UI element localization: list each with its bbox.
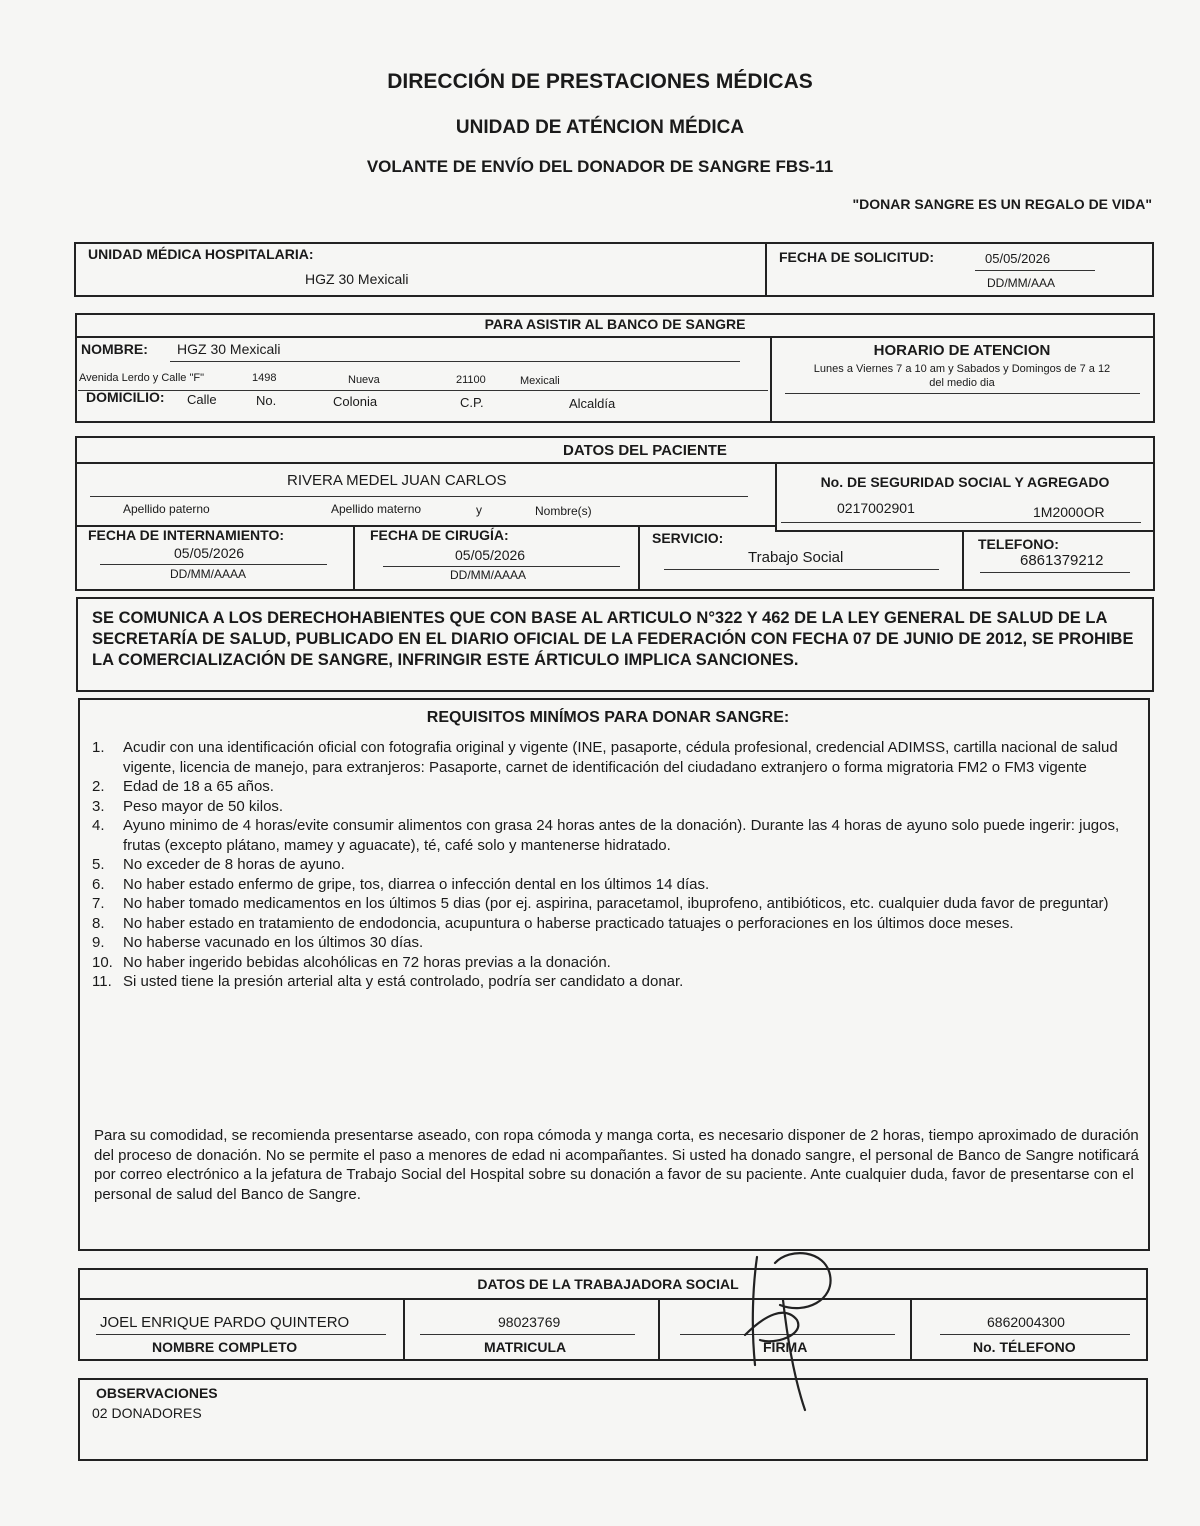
- list-item: [92, 894, 1142, 914]
- phone-value: 6861379212: [1020, 552, 1104, 569]
- service-label: SERVICIO:: [652, 530, 724, 546]
- number-value: 1498: [252, 372, 277, 384]
- page-title: DIRECCIÓN DE PRESTACIONES MÉDICAS: [387, 70, 813, 93]
- item-text: No exceder de 8 horas de ayuno.: [123, 856, 345, 873]
- patient-name-value: RIVERA MEDEL JUAN CARLOS: [287, 472, 507, 489]
- street-caption: Calle: [187, 392, 217, 407]
- page-subtitle: UNIDAD DE ATÉNCION MÉDICA: [455, 117, 745, 138]
- observations-section: [78, 1378, 1148, 1461]
- item-text: No haber estado enfermo de gripe, tos, diarrea o infección dental en los últimos 14 días.: [123, 875, 710, 893]
- street-value: Avenida Lerdo y Calle "F": [79, 372, 205, 384]
- colonia-caption: Colonia: [333, 394, 378, 409]
- agregado-value: 1M2000OR: [1033, 504, 1105, 520]
- recommendation-paragraph: Para su comodidad, se recomienda presentarse aseado, con ropa cómoda y manga corta, es necesario disponer de 2 horas, tiempo aproximado de duración del proceso de donación. No se permite el paso a menores de edad ni acompañantes. Si usted ha donado sangre, el personal de Banco de Sangre notificará por correo electrónico a la jefatura de Trabajo Social del Hospital sobre su donación a favor de su paciente. Ante cualquier duda, favor de presentarse con el personal de salud del Banco de Sangre.: [94, 1127, 1139, 1203]
- bank-name-value: HGZ 30 Mexicali: [177, 341, 281, 357]
- address-label: DOMICILIO:: [86, 389, 165, 405]
- item-number: 7.: [92, 895, 105, 912]
- request-date-value: 05/05/2026: [985, 251, 1051, 266]
- item-text: Peso mayor de 50 kilos.: [123, 797, 284, 815]
- list-item: [92, 816, 1142, 855]
- item-text: Edad de 18 a 65 años.: [123, 778, 274, 795]
- sw-firma-caption: FIRMA: [763, 1339, 808, 1355]
- alcaldia-caption: Alcaldía: [569, 396, 616, 411]
- caption-paterno: Apellido paterno: [123, 502, 210, 516]
- list-item: [92, 855, 1142, 875]
- bank-name-label: NOMBRE:: [81, 341, 148, 357]
- patient-title: DATOS DEL PACIENTE: [563, 442, 727, 459]
- surgery-date-label: FECHA DE CIRUGÍA:: [370, 527, 509, 543]
- social-worker-title: DATOS DE LA TRABAJADORA SOCIAL: [477, 1276, 739, 1292]
- hours-line2: del medio dia: [929, 377, 995, 389]
- item-text: Si usted tiene la presión arterial alta y está controlado, podría ser candidato a donar.: [123, 973, 684, 990]
- list-item: [92, 914, 1142, 934]
- intern-date-label: FECHA DE INTERNAMIENTO:: [88, 527, 284, 543]
- item-text: No haber estado en tratamiento de endodoncia, acupuntura o haberse practicado tatuajes o perforaciones en los últimos doce meses.: [123, 914, 1014, 932]
- observations-value: 02 DONADORES: [92, 1405, 202, 1421]
- caption-nombre: Nombre(s): [535, 504, 592, 518]
- service-value: Trabajo Social: [748, 549, 844, 566]
- hours-line1: Lunes a Viernes 7 a 10 am y Sabados y Domingos de 7 a 12: [813, 363, 1111, 375]
- phone-label: TELEFONO:: [978, 536, 1059, 552]
- list-item: [92, 933, 1142, 953]
- requirements-list: [92, 738, 1142, 992]
- nss-value: 0217002901: [837, 500, 915, 516]
- list-item: [92, 972, 1142, 992]
- sw-phone-caption: No. TÉLEFONO: [973, 1339, 1076, 1355]
- item-number: 5.: [92, 856, 105, 873]
- alcaldia-value: Mexicali: [520, 375, 560, 387]
- sw-name-caption: NOMBRE COMPLETO: [152, 1339, 298, 1355]
- item-number: 10.: [92, 953, 113, 971]
- request-date-label: FECHA DE SOLICITUD:: [779, 249, 935, 265]
- sw-phone-value: 6862004300: [987, 1314, 1065, 1330]
- item-text: Acudir con una identificación oficial con fotografia original y vigente (INE, pasaporte, cédula profesional, credencial ADIMSS, cartilla nacional de salud vigente, licencia de manejo, para extranjeros: Pasaporte, carnet de identificación del ciudadano extranjero o forma migratoria FM2 o FM3 vigente: [123, 739, 1118, 776]
- item-text: No haberse vacunado en los últimos 30 días.: [123, 934, 424, 951]
- item-number: 3.: [92, 797, 105, 815]
- item-number: 11.: [92, 973, 112, 990]
- request-date-format: DD/MM/AAA: [987, 276, 1056, 290]
- surgery-date-value: 05/05/2026: [455, 547, 526, 563]
- legal-notice: SE COMUNICA A LOS DERECHOHABIENTES QUE CON BASE AL ARTICULO N°322 Y 462 DE LA LEY GENERAL DE SALUD DE LA SECRETARÍA DE SALUD, PUBLICADO EN EL DIARIO OFICIAL DE LA FEDERACIÓN CON FECHA 07 DE JUNIO DE 2012, SE PROHIBE LA COMERCIALIZACIÓN DE SANGRE, INFRINGIR ESTE ÁRTICULO IMPLICA SANCIONES.: [92, 609, 1134, 669]
- item-number: 6.: [92, 875, 105, 893]
- motto: "DONAR SANGRE ES UN REGALO DE VIDA": [852, 196, 1152, 212]
- sw-matricula-caption: MATRICULA: [484, 1339, 567, 1355]
- unit-value: HGZ 30 Mexicali: [305, 271, 409, 287]
- sw-matricula-value: 98023769: [498, 1314, 561, 1330]
- intern-date-format: DD/MM/AAAA: [170, 567, 247, 581]
- cp-value: 21100: [456, 374, 486, 386]
- list-item: [92, 953, 1142, 973]
- caption-materno: Apellido materno: [331, 502, 422, 516]
- sw-name-value: JOEL ENRIQUE PARDO QUINTERO: [100, 1314, 350, 1331]
- item-text: No haber ingerido bebidas alcohólicas en 72 horas previas a la donación.: [123, 953, 611, 971]
- observations-label: OBSERVACIONES: [96, 1385, 218, 1401]
- item-number: 8.: [92, 914, 105, 932]
- item-text: Ayuno minimo de 4 horas/evite consumir alimentos con grasa 24 horas antes de la donación). Durante las 4 horas de ayuno solo puede ingerir: jugos, frutas (excepto plátano, mamey y aguacate), té, café solo y mantenerse hidratado.: [123, 817, 1120, 854]
- item-number: 2.: [92, 778, 105, 795]
- form-title: VOLANTE DE ENVÍO DEL DONADOR DE SANGRE FBS-11: [366, 157, 834, 176]
- item-number: 1.: [92, 739, 105, 756]
- unit-label: UNIDAD MÉDICA HOSPITALARIA:: [88, 246, 314, 262]
- nss-label: No. DE SEGURIDAD SOCIAL Y AGREGADO: [820, 474, 1110, 490]
- list-item: [92, 797, 1142, 817]
- blood-bank-title: PARA ASISTIR AL BANCO DE SANGRE: [484, 316, 746, 332]
- cp-caption: C.P.: [460, 395, 484, 410]
- list-item: [92, 777, 1142, 797]
- list-item: [92, 738, 1142, 777]
- caption-y: y: [476, 503, 482, 517]
- list-item: [92, 875, 1142, 895]
- item-number: 9.: [92, 934, 105, 951]
- hours-title: HORARIO DE ATENCION: [873, 342, 1051, 359]
- item-text: No haber tomado medicamentos en los últimos 5 dias (por ej. aspirina, paracetamol, ibuprofeno, antibióticos, etc. cualquier duda favor de preguntar): [123, 895, 1109, 912]
- colonia-value: Nueva: [348, 374, 380, 386]
- item-number: 4.: [92, 817, 105, 834]
- intern-date-value: 05/05/2026: [174, 545, 245, 561]
- number-caption: No.: [256, 393, 277, 408]
- surgery-date-format: DD/MM/AAAA: [450, 568, 527, 582]
- requirements-title: REQUISITOS MINÍMOS PARA DONAR SANGRE:: [426, 709, 790, 726]
